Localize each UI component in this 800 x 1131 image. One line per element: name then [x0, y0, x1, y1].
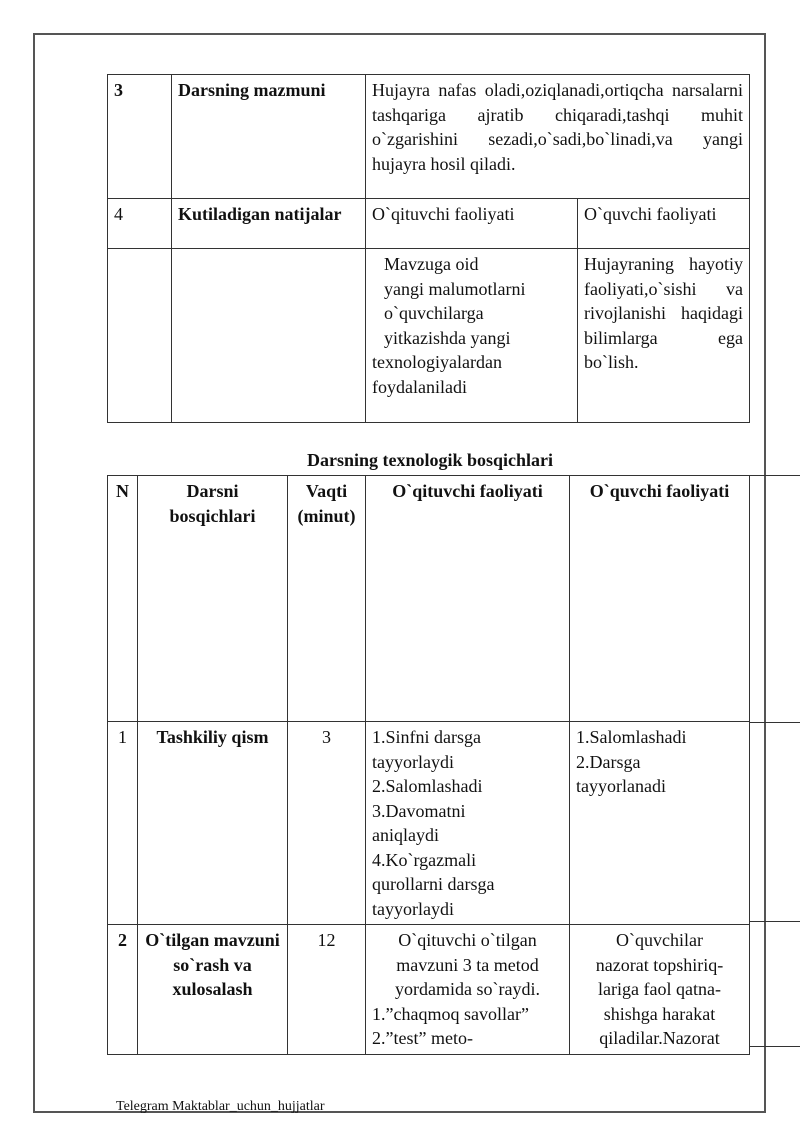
table-row: [108, 199, 750, 249]
col-header-student: O`quvchi faoliyati: [570, 476, 750, 722]
col-header-teacher: O`qituvchi faoliyati: [366, 476, 570, 722]
col-header-time: Vaqti (minut): [288, 476, 366, 722]
stage-name: O`tilgan mavzuni so`rash va xulosalash: [138, 925, 288, 1055]
col-header-n: N: [108, 476, 138, 722]
lesson-info-table: [107, 74, 750, 423]
teacher-activity: 1.Sinfni darsga tayyorlaydi 2.Salomlashadi 3.Davomatni aniqlaydi 4.Ko`rgazmali qurollarni darsga tayyorlaydi: [366, 722, 570, 925]
stage-time: 12: [288, 925, 366, 1055]
stage-time: 3: [288, 722, 366, 925]
table-row: [108, 75, 750, 199]
row-number: 4: [108, 199, 172, 249]
col-header-stage: Darsni bosqichlari: [138, 476, 288, 722]
overflow-column-header: [749, 475, 800, 723]
row-label: Kutiladigan natijalar: [172, 199, 366, 249]
stage-number: 1: [108, 722, 138, 925]
student-activity: O`quvchilar nazorat topshiriq- lariga faol qatna- shishga harakat qiladilar.Nazorat: [570, 925, 750, 1055]
row-number: 3: [108, 75, 172, 199]
footer-text: Telegram Maktablar_uchun_hujjatlar: [116, 1099, 325, 1114]
stage-number: 2: [108, 925, 138, 1055]
table-row: [108, 722, 750, 925]
teacher-activity: O`qituvchi o`tilgan mavzuni 3 ta metod yordamida so`raydi. 1.”chaqmoq savollar” 2.”test” meto-: [366, 925, 570, 1055]
table-header-row: [108, 476, 750, 722]
expected-student-result: Hujayraning hayotiy faoliyati,o`sishi va rivojlanishi haqidagi bilimlarga ega bo`lish.: [578, 249, 750, 423]
table-row: [108, 249, 750, 423]
lesson-stages-table: [107, 475, 750, 1055]
overflow-column-cell: [749, 921, 800, 1047]
row-label: Darsning mazmuni: [172, 75, 366, 199]
teacher-activity-heading: O`qituvchi faoliyati: [366, 199, 578, 249]
section-title: Darsning texnologik bosqichlari: [306, 450, 554, 470]
stage-name: Tashkiliy qism: [138, 722, 288, 925]
student-activity-heading: O`quvchi faoliyati: [578, 199, 750, 249]
lesson-content: Hujayra nafas oladi,oziqlanadi,ortiqcha narsalarni tashqariga ajratib chiqaradi,tashqi muhit o`zgarishini sezadi,o`sadi,bo`linadi,va yangi hujayra hosil qiladi.: [366, 75, 750, 199]
table-row: [108, 925, 750, 1055]
student-activity: 1.Salomlashadi 2.Darsga tayyorlanadi: [570, 722, 750, 925]
expected-teacher-result: Mavzuga oid yangi malumotlarni o`quvchilarga yitkazishda yangi texnologiyalardan foydalaniladi: [366, 249, 578, 423]
